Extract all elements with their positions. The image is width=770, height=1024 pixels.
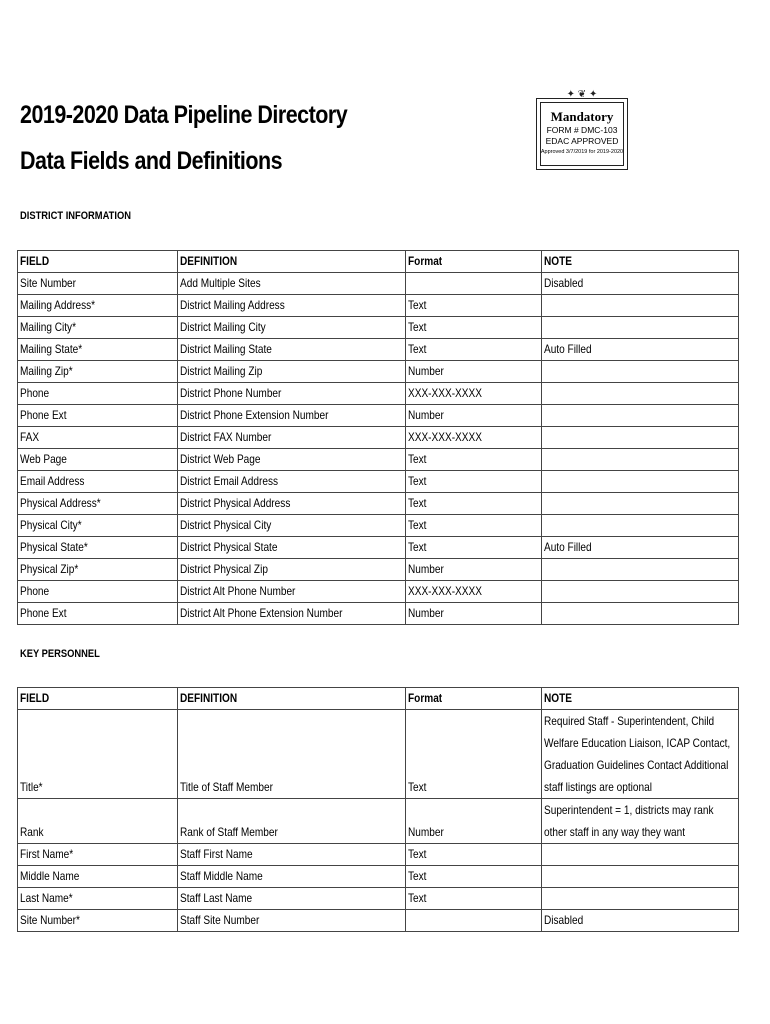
cell-text: Text xyxy=(408,474,427,488)
cell-text: District Mailing City xyxy=(180,320,266,334)
cell-text: District Mailing Address xyxy=(180,298,285,312)
cell-text: Physical Zip* xyxy=(20,562,79,576)
cell-field xyxy=(18,559,178,581)
cell-text: Phone Ext xyxy=(20,408,67,422)
cell-format xyxy=(406,537,542,559)
cell-field xyxy=(18,361,178,383)
cell-format xyxy=(406,405,542,427)
table-row xyxy=(18,383,739,405)
cell-field xyxy=(18,427,178,449)
header-field xyxy=(18,251,178,273)
cell-definition xyxy=(178,866,406,888)
cell-format xyxy=(406,866,542,888)
cell-format xyxy=(406,710,542,799)
cell-text: XXX-XXX-XXXX xyxy=(408,386,482,400)
cell-note xyxy=(542,537,739,559)
cell-format xyxy=(406,559,542,581)
cell-definition xyxy=(178,581,406,603)
cell-format xyxy=(406,581,542,603)
cell-text: District Email Address xyxy=(180,474,279,488)
cell-field xyxy=(18,710,178,799)
cell-note xyxy=(542,493,739,515)
cell-text: Phone Ext xyxy=(20,606,67,620)
table-row xyxy=(18,361,739,383)
cell-text: Text xyxy=(408,891,427,905)
cell-definition xyxy=(178,471,406,493)
cell-format xyxy=(406,383,542,405)
cell-field xyxy=(18,493,178,515)
header-label: DEFINITION xyxy=(180,691,238,705)
cell-definition xyxy=(178,449,406,471)
stamp-form-number: FORM # DMC-103 xyxy=(546,125,618,135)
table-row xyxy=(18,866,739,888)
header-label: Format xyxy=(408,254,443,268)
header-definition xyxy=(178,688,406,710)
cell-text: Phone xyxy=(20,584,50,598)
cell-text: District Alt Phone Number xyxy=(180,584,296,598)
cell-format xyxy=(406,361,542,383)
table-row xyxy=(18,581,739,603)
cell-text: Phone xyxy=(20,386,50,400)
cell-text: District Web Page xyxy=(180,452,261,466)
cell-definition xyxy=(178,844,406,866)
cell-text: Disabled xyxy=(544,276,584,290)
cell-definition xyxy=(178,603,406,625)
cell-definition xyxy=(178,888,406,910)
cell-note xyxy=(542,295,739,317)
cell-text: FAX xyxy=(20,430,40,444)
cell-text: Text xyxy=(408,452,427,466)
cell-text: Auto Filled xyxy=(544,342,592,356)
district-information-heading: DISTRICT INFORMATION xyxy=(20,210,131,222)
cell-field xyxy=(18,844,178,866)
document-subtitle: Data Fields and Definitions xyxy=(20,147,283,175)
cell-field xyxy=(18,603,178,625)
header-note xyxy=(542,251,739,273)
table-header-row xyxy=(18,688,739,710)
cell-field xyxy=(18,295,178,317)
header-definition xyxy=(178,251,406,273)
cell-note xyxy=(542,799,739,844)
cell-note xyxy=(542,361,739,383)
cell-format xyxy=(406,427,542,449)
stamp-edac: EDAC APPROVED xyxy=(545,136,619,146)
cell-text: XXX-XXX-XXXX xyxy=(408,430,482,444)
header-label: NOTE xyxy=(544,691,573,705)
cell-text: Mailing State* xyxy=(20,342,83,356)
header-note xyxy=(542,688,739,710)
cell-text: Site Number* xyxy=(20,913,80,927)
table-row xyxy=(18,471,739,493)
cell-field xyxy=(18,581,178,603)
table-row xyxy=(18,537,739,559)
cell-note xyxy=(542,888,739,910)
cell-text: Number xyxy=(408,825,444,839)
cell-note xyxy=(542,405,739,427)
cell-text: Email Address xyxy=(20,474,85,488)
cell-definition xyxy=(178,405,406,427)
district-information-table xyxy=(17,250,739,625)
header-label: FIELD xyxy=(20,254,50,268)
table-row xyxy=(18,603,739,625)
cell-text: Physical Address* xyxy=(20,496,101,510)
cell-definition xyxy=(178,427,406,449)
cell-text: Number xyxy=(408,562,444,576)
header-format xyxy=(406,251,542,273)
table-row xyxy=(18,844,739,866)
table-row xyxy=(18,317,739,339)
cell-text: Text xyxy=(408,847,427,861)
cell-text: Text xyxy=(408,342,427,356)
cell-format xyxy=(406,449,542,471)
cell-text: District Mailing Zip xyxy=(180,364,263,378)
cell-note xyxy=(542,603,739,625)
table-row xyxy=(18,710,739,799)
cell-definition xyxy=(178,383,406,405)
cell-text: Superintendent = 1, districts may rank other staff in any way they want xyxy=(544,803,714,839)
cell-text: Number xyxy=(408,364,444,378)
cell-definition xyxy=(178,799,406,844)
cell-text: Text xyxy=(408,298,427,312)
cell-text: Mailing Zip* xyxy=(20,364,73,378)
table-header-row xyxy=(18,251,739,273)
cell-field xyxy=(18,405,178,427)
table-row xyxy=(18,405,739,427)
table-row xyxy=(18,559,739,581)
cell-text: Text xyxy=(408,320,427,334)
table-row xyxy=(18,339,739,361)
cell-format xyxy=(406,295,542,317)
cell-note xyxy=(542,383,739,405)
cell-text: Required Staff - Superintendent, Child Welfare Education Liaison, ICAP Contact, Graduation Guidelines Contact Additional staff listings are optional xyxy=(544,714,731,794)
cell-field xyxy=(18,273,178,295)
cell-text: Mailing Address* xyxy=(20,298,96,312)
table-row xyxy=(18,273,739,295)
cell-text: First Name* xyxy=(20,847,74,861)
stamp-ornament-icon: ✦ ❦ ✦ xyxy=(566,89,598,100)
table-row xyxy=(18,799,739,844)
cell-text: District FAX Number xyxy=(180,430,272,444)
cell-field xyxy=(18,799,178,844)
cell-format xyxy=(406,493,542,515)
table-row xyxy=(18,449,739,471)
cell-format xyxy=(406,471,542,493)
cell-format xyxy=(406,844,542,866)
header-label: DEFINITION xyxy=(180,254,238,268)
table-row xyxy=(18,295,739,317)
stamp-title: Mandatory xyxy=(550,109,614,124)
cell-text: Rank xyxy=(20,825,44,839)
cell-definition xyxy=(178,515,406,537)
cell-note xyxy=(542,581,739,603)
cell-text: Site Number xyxy=(20,276,77,290)
cell-field xyxy=(18,515,178,537)
cell-note xyxy=(542,427,739,449)
cell-text: Disabled xyxy=(544,913,584,927)
cell-definition xyxy=(178,317,406,339)
cell-format xyxy=(406,603,542,625)
header-label: FIELD xyxy=(20,691,50,705)
document-title: 2019-2020 Data Pipeline Directory xyxy=(20,101,348,129)
cell-text: District Phone Extension Number xyxy=(180,408,329,422)
cell-field xyxy=(18,449,178,471)
cell-definition xyxy=(178,710,406,799)
cell-text: Number xyxy=(408,408,444,422)
cell-text: Auto Filled xyxy=(544,540,592,554)
cell-text: Staff Site Number xyxy=(180,913,260,927)
table-row xyxy=(18,515,739,537)
cell-note xyxy=(542,449,739,471)
cell-field xyxy=(18,537,178,559)
mandatory-stamp xyxy=(536,89,628,170)
cell-text: District Phone Number xyxy=(180,386,282,400)
cell-text: Staff Middle Name xyxy=(180,869,263,883)
cell-text: Text xyxy=(408,496,427,510)
cell-note xyxy=(542,710,739,799)
cell-text: Text xyxy=(408,869,427,883)
cell-text: Text xyxy=(408,518,427,532)
cell-definition xyxy=(178,273,406,295)
cell-text: District Physical State xyxy=(180,540,278,554)
header-field xyxy=(18,688,178,710)
cell-text: Rank of Staff Member xyxy=(180,825,278,839)
cell-text: Last Name* xyxy=(20,891,73,905)
cell-note xyxy=(542,559,739,581)
cell-text: Title of Staff Member xyxy=(180,780,274,794)
cell-note xyxy=(542,273,739,295)
stamp-approved: Approved 3/7/2019 for 2019-2020 xyxy=(540,149,624,155)
cell-text: Add Multiple Sites xyxy=(180,276,261,290)
cell-text: Text xyxy=(408,780,427,794)
cell-field xyxy=(18,383,178,405)
cell-field xyxy=(18,888,178,910)
cell-field xyxy=(18,471,178,493)
cell-text: Number xyxy=(408,606,444,620)
cell-note xyxy=(542,339,739,361)
cell-definition xyxy=(178,559,406,581)
header-label: Format xyxy=(408,691,443,705)
cell-note xyxy=(542,515,739,537)
cell-format xyxy=(406,888,542,910)
cell-format xyxy=(406,910,542,932)
header-format xyxy=(406,688,542,710)
cell-note xyxy=(542,317,739,339)
cell-text: Staff First Name xyxy=(180,847,253,861)
cell-format xyxy=(406,515,542,537)
cell-text: District Physical Zip xyxy=(180,562,268,576)
cell-text: Text xyxy=(408,540,427,554)
header-label: NOTE xyxy=(544,254,573,268)
cell-definition xyxy=(178,361,406,383)
cell-format xyxy=(406,799,542,844)
cell-text: XXX-XXX-XXXX xyxy=(408,584,482,598)
key-personnel-heading: KEY PERSONNEL xyxy=(20,648,100,660)
cell-text: Physical State* xyxy=(20,540,88,554)
cell-definition xyxy=(178,295,406,317)
cell-text: Mailing City* xyxy=(20,320,77,334)
cell-text: Physical City* xyxy=(20,518,82,532)
cell-text: District Physical Address xyxy=(180,496,291,510)
cell-note xyxy=(542,866,739,888)
cell-definition xyxy=(178,910,406,932)
table-row xyxy=(18,910,739,932)
cell-text: Title* xyxy=(20,780,43,794)
cell-text: Staff Last Name xyxy=(180,891,253,905)
cell-format xyxy=(406,339,542,361)
cell-definition xyxy=(178,537,406,559)
cell-format xyxy=(406,273,542,295)
table-row xyxy=(18,427,739,449)
cell-format xyxy=(406,317,542,339)
cell-text: Web Page xyxy=(20,452,67,466)
cell-field xyxy=(18,317,178,339)
cell-text: Middle Name xyxy=(20,869,80,883)
table-row xyxy=(18,493,739,515)
cell-text: District Mailing State xyxy=(180,342,272,356)
table-row xyxy=(18,888,739,910)
cell-note xyxy=(542,910,739,932)
cell-field xyxy=(18,866,178,888)
cell-note xyxy=(542,844,739,866)
cell-definition xyxy=(178,339,406,361)
cell-field xyxy=(18,339,178,361)
cell-field xyxy=(18,910,178,932)
cell-note xyxy=(542,471,739,493)
key-personnel-table xyxy=(17,687,739,932)
cell-definition xyxy=(178,493,406,515)
cell-text: District Alt Phone Extension Number xyxy=(180,606,343,620)
cell-text: District Physical City xyxy=(180,518,272,532)
